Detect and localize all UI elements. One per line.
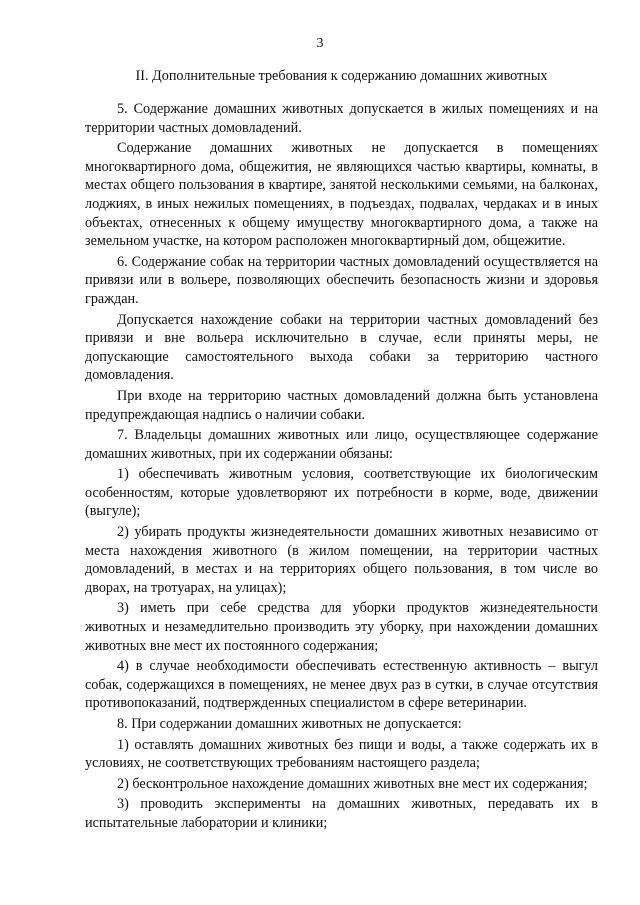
paragraph-8-item-2: 2) бесконтрольное нахождение домашних животных вне мест их содержания;	[117, 775, 588, 792]
paragraph-6-warning-sign: При входе на территорию частных домовладений должна быть установлена предупреждающая надпись о наличии собаки.	[85, 387, 598, 423]
paragraph-8-item-1: 1) оставлять домашних животных без пищи и воды, а также содержать их в условиях, не соответствующих требованиям настоящего раздела;	[85, 736, 598, 772]
paragraph-6-exception: Допускается нахождение собаки на территории частных домовладений без привязи и вне вольера исключительно в случае, если приняты меры, не допускающие самостоятельного выхода собаки за территорию частного домовладения.	[85, 311, 598, 384]
paragraph-8: 8. При содержании домашних животных не допускается:	[117, 716, 462, 732]
paragraph-7-item-2: 2) убирать продукты жизнедеятельности домашних животных независимо от места нахождения животного (в жилом помещении, на территории частных домовладений, в местах и на территориях общего пользования, в том числе во дворах, на тротуарах, на улицах);	[85, 524, 598, 596]
paragraph-7-item-4: 4) в случае необходимости обеспечивать естественную активность – выгул собак, содержащихся в помещениях, не менее двух раз в сутки, в случае отсутствия противопоказаний, подтвержденных специалистом в сфере ветеринарии.	[85, 658, 598, 712]
page-number: 3	[316, 36, 324, 51]
paragraph-7: 7. Владельцы домашних животных или лицо, осуществляющее содержание домашних животных, при их содержании обязаны:	[85, 427, 598, 462]
section-heading: II. Дополнительные требования к содержанию домашних животных	[135, 68, 548, 84]
paragraph-5-restrictions: Содержание домашних животных не допускается в помещениях многоквартирного дома, общежития, не являющихся частью квартиры, комнаты, в местах общего пользования в квартире, занятой несколькими семьями, на балконах, лоджиях, в иных нежилых помещениях, в подъездах, подвалах, чердаках и в иных объектах, отнесенных к общему имуществу многоквартирного дома, а также на земельном участке, на котором расположен многоквартирный дом, общежитие.	[85, 140, 598, 250]
paragraph-7-item-1: 1) обеспечивать животным условия, соответствующие их биологическим особенностям, которые удовлетворяют их потребности в корме, воде, движении (выгуле);	[85, 466, 598, 520]
paragraph-8-item-3: 3) проводить эксперименты на домашних животных, передавать их в испытательные лаборатории и клиники;	[85, 796, 598, 831]
paragraph-5: 5. Содержание домашних животных допускается в жилых помещениях и на территории частных домовладений.	[85, 101, 598, 136]
paragraph-7-item-3: 3) иметь при себе средства для уборки продуктов жизнедеятельности животных и незамедлительно производить эту уборку, при нахождении домашних животных вне мест их постоянного содержания;	[85, 600, 598, 654]
document-body	[85, 100, 598, 833]
paragraph-6: 6. Содержание собак на территории частных домовладений осуществляется на привязи или в вольере, позволяющих обеспечить безопасность жизни и здоровья граждан.	[85, 253, 598, 307]
